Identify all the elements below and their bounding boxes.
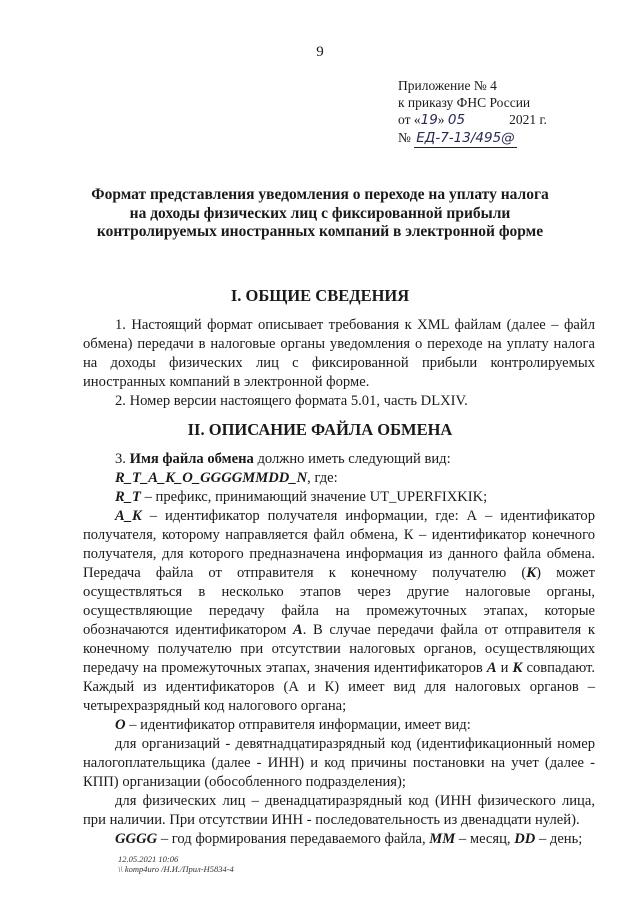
footer-stamp bbox=[118, 854, 234, 874]
file-name-pattern: R_T_A_K_O_GGGGMMDD_N, где: bbox=[115, 470, 338, 486]
rt-definition: R_T – префикс, принимающий значение UT_UPERFIXKIK; bbox=[115, 489, 488, 505]
paragraph-3: 3. Имя файла обмена должно иметь следующий вид: bbox=[115, 451, 451, 467]
appendix-date: от «19» 05 2021 г. bbox=[398, 112, 547, 128]
appendix-line-2: к приказу ФНС России bbox=[398, 95, 531, 110]
organization-code-text: для организаций - девятнадцатиразрядный код (идентификационный номер налогоплательщика (далее - ИНН) и код причины постановки на учет (далее - КПП) организации (обособленного подразделения); bbox=[83, 736, 595, 790]
section-1-heading: I. ОБЩИЕ СВЕДЕНИЯ bbox=[230, 286, 410, 305]
appendix-block bbox=[398, 77, 547, 148]
document-title: Формат представления уведомления о переходе на уплату налога на доходы физических лиц с фиксированной прибыли контролируемых иностранных компаний в электронной форме bbox=[91, 186, 549, 240]
section-2-body bbox=[83, 450, 595, 849]
ak-definition: A_K – идентификатор получателя информации, где: А – идентификатор получателя, которому направляется файл обмена, К – идентификатор конечного получателя, для которого предназначена информация из данного файла обмена. Передача файла от отправителя к конечному получателю (К) может осуществляться в несколько этапов через другие налоговые органы, осуществляющие передачу файла на промежуточных этапах, которые обозначаются идентификатором А. В случае передачи файла от отправителя к конечному получателю при отсутствии налоговых органов, осуществляющих передачу на промежуточных этапах, значения идентификаторов А и К совпадают. Каждый из идентификаторов (А и К) имеет вид для налоговых органов – четырехразрядный код налогового органа; bbox=[83, 508, 595, 714]
date-definition: GGGG – год формирования передаваемого файла, MM – месяц, DD – день; bbox=[115, 831, 583, 847]
appendix-date-year: 2021 г. bbox=[509, 112, 547, 127]
paragraph-1: 1. Настоящий формат описывает требования к XML файлам (далее – файл обмена) передачи в налоговые органы уведомления о переходе на уплату налога на доходы физических лиц с фиксированной прибыли контролируемых иностранных компаний в электронной форме. bbox=[83, 317, 595, 390]
section-2-heading: II. ОПИСАНИЕ ФАЙЛА ОБМЕНА bbox=[187, 420, 453, 439]
individual-code-text: для физических лиц – двенадцатиразрядный код (ИНН физического лица, при наличии. При отсутствии ИНН - последовательность из двенадцати нулей). bbox=[83, 793, 595, 828]
o-definition: О – идентификатор отправителя информации, имеет вид: bbox=[115, 717, 471, 733]
footer-path: \\ komp4uro /Н.И./Прил-Н5834-4 bbox=[118, 864, 234, 874]
appendix-line-1: Приложение № 4 bbox=[398, 78, 497, 93]
appendix-number: № ЕД-7-13/495@ bbox=[398, 130, 515, 146]
page-number: 9 bbox=[316, 44, 324, 60]
section-1-body bbox=[83, 316, 595, 411]
appendix-number-value: ЕД-7-13/495@ bbox=[416, 130, 515, 146]
paragraph-2: 2. Номер версии настоящего формата 5.01, часть DLXIV. bbox=[115, 393, 468, 409]
appendix-date-day: 19 bbox=[420, 112, 438, 128]
footer-timestamp: 12.05.2021 10:06 bbox=[118, 854, 179, 864]
appendix-date-month: 05 bbox=[447, 112, 466, 128]
